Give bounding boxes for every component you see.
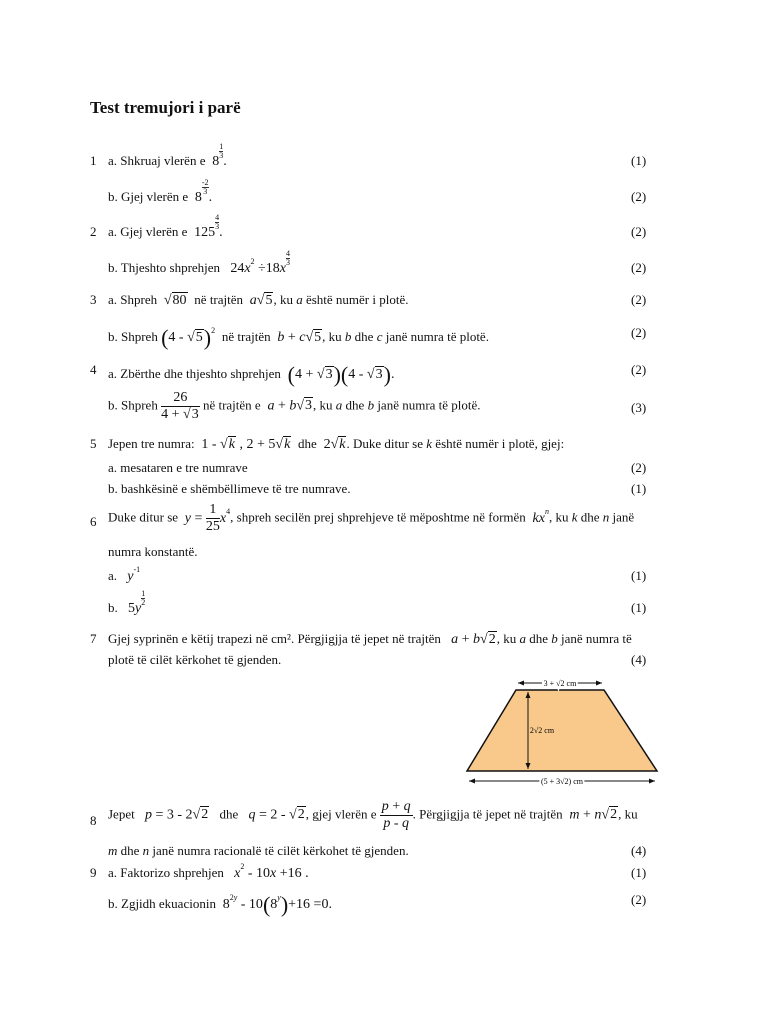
- variable: k: [571, 509, 578, 525]
- question-number: 4: [90, 362, 97, 377]
- question-text: është numër i plotë, gjej:: [435, 436, 565, 451]
- question-number: 5: [90, 436, 97, 451]
- math-expression: a + b√2: [451, 632, 496, 647]
- marks: (1): [631, 481, 647, 496]
- question-text: , ku: [273, 292, 293, 307]
- arrowhead-icon: [518, 681, 524, 686]
- math-expression: p = 3 - 2√2: [144, 807, 209, 823]
- math-expression: 125 $\frac{4}{3}$.: [190, 213, 223, 240]
- question-number: 7: [90, 631, 97, 646]
- question-text: janë: [612, 509, 635, 525]
- marks: (2): [631, 460, 647, 475]
- height-label: 2√2 cm: [529, 726, 555, 735]
- question-text: plotë të cilët kërkohet të gjenden.: [108, 652, 282, 667]
- question-text: , ku: [618, 806, 638, 822]
- question-text: a. Shpreh: [108, 292, 158, 307]
- question-number: 9: [90, 865, 97, 880]
- question-text: Duke ditur se: [108, 509, 179, 525]
- marks: (2): [631, 892, 647, 907]
- question-text: b. Gjej vlerën e: [108, 189, 189, 204]
- arrowhead-icon: [469, 779, 475, 784]
- question-text: a. mesataren e tre numrave: [108, 460, 248, 475]
- page-title: Test tremujori i parë: [90, 98, 241, 117]
- question-text: dhe: [580, 509, 600, 525]
- math-expression: $kx^n$: [532, 506, 549, 526]
- marks: (3): [631, 400, 647, 415]
- math-expression: (4 - √5)$^2$: [161, 325, 216, 350]
- question-text: , shpreh secilën prej shprehjeve të mëposhtme në formën: [230, 509, 526, 525]
- marks: (4): [631, 652, 647, 667]
- question-text: dhe: [345, 397, 365, 413]
- math-expression: $8^{2y} - 10(8^y)+16 =0$.: [219, 892, 332, 917]
- math-expression: b + c√5: [277, 330, 322, 346]
- marks: (2): [631, 362, 647, 377]
- question-text: b.: [108, 600, 118, 615]
- variable: b: [551, 631, 558, 646]
- arrowhead-icon: [649, 779, 655, 784]
- question-text: dhe: [120, 843, 140, 858]
- question-text: është numër i plotë.: [305, 292, 409, 307]
- math-expression: √80: [160, 293, 187, 308]
- variable: a: [296, 292, 303, 307]
- marks: (1): [631, 153, 647, 168]
- question-text: a.: [108, 568, 118, 583]
- variable: m: [108, 843, 118, 858]
- question-number: 3: [90, 292, 97, 307]
- math-expression: (4 + √3)(4 - √3).: [287, 362, 395, 387]
- trapezium-shape: [467, 690, 657, 771]
- question-text: , ku: [496, 631, 517, 646]
- question-text: Jepen tre numra:: [108, 436, 195, 451]
- math-fraction: $\frac{26}{4 + √3}$: [161, 390, 199, 422]
- question-text: janë numra të plotë.: [377, 397, 481, 413]
- variable: k: [426, 436, 433, 451]
- marks: (1): [631, 865, 647, 880]
- math-expression: $24x^2 \div 18x$ $\frac{4}{3}$: [223, 249, 290, 276]
- question-number: 1: [90, 153, 97, 168]
- question-text: janë numra të: [561, 631, 632, 646]
- question-text: , gjej vlerën e: [305, 806, 377, 822]
- question-text: b. Thjeshto shprehjen: [108, 260, 221, 275]
- marks: (2): [631, 189, 647, 204]
- bottom-dimension-label: (5 + 3√2) cm: [540, 777, 584, 786]
- question-text: a. Zbërthe dhe thjeshto shprehjen: [108, 366, 281, 382]
- question-text: dhe: [219, 806, 239, 822]
- variable: a: [519, 631, 526, 646]
- question-text: dhe: [298, 436, 317, 451]
- math-expression: $x^2 - 10x +16$ .: [234, 862, 309, 881]
- marks: (2): [631, 224, 647, 239]
- question-text: b. Zgjidh ekuacionin: [108, 896, 216, 912]
- question-number: 6: [90, 514, 97, 529]
- question-text: Jepet: [108, 806, 135, 822]
- math-expression: m + n√2: [569, 807, 618, 823]
- question-text: , ku: [322, 329, 342, 345]
- question-text: Gjej syprinën e këtij trapezi në cm². Përgjigjja të jepet në trajtën: [108, 631, 441, 646]
- variable: n: [142, 843, 150, 858]
- question-text: a. Gjej vlerën e: [108, 224, 188, 239]
- question-number: 2: [90, 224, 97, 239]
- math-expression: 5y $\frac{1}{2}$: [121, 589, 146, 616]
- marks: (2): [631, 325, 647, 340]
- question-text: në trajtën: [221, 329, 271, 345]
- variable: c: [376, 329, 383, 345]
- top-dimension-label: 3 + √2 cm: [543, 679, 577, 688]
- question-text: , ku: [313, 397, 333, 413]
- math-expression: q = 2 - √2: [248, 807, 305, 823]
- variable: a: [335, 397, 343, 413]
- variable: n: [602, 509, 610, 525]
- question-text: . Përgjigjja të jepet në trajtën: [412, 806, 563, 822]
- math-expression: 8 $\frac{1}{3}$.: [208, 142, 227, 169]
- question-text: dhe: [354, 329, 374, 345]
- marks: (2): [631, 260, 647, 275]
- math-expression: 2√k: [320, 437, 346, 452]
- question-text: b. Shpreh: [108, 329, 158, 345]
- math-expression: $y^{-1}$: [127, 565, 141, 584]
- variable: b: [344, 329, 352, 345]
- question-text: . Duke ditur se: [346, 436, 424, 451]
- question-text: dhe: [529, 631, 548, 646]
- question-text: janë numra të plotë.: [385, 329, 489, 345]
- question-text: janë numra racionalë të cilët kërkohet të gjenden.: [152, 843, 409, 858]
- math-expression: 1 - √k , 2 + 5√k: [197, 437, 291, 452]
- math-expression: a + b√3: [267, 398, 313, 414]
- math-fraction: $\frac{p + q}{p - q}$: [381, 799, 411, 831]
- question-text: numra konstantë.: [108, 544, 198, 559]
- question-text: në trajtën: [194, 292, 244, 307]
- math-expression: y = $\frac{1}{25}$ $x^4$: [184, 502, 231, 534]
- question-text: në trajtën e: [202, 397, 261, 413]
- arrowhead-icon: [596, 681, 602, 686]
- question-text: a. Faktorizo shprehjen: [108, 865, 224, 880]
- marks: (1): [631, 568, 647, 583]
- question-number: 8: [90, 813, 97, 828]
- question-text: b. bashkësinë e shëmbëllimeve të tre numrave.: [108, 481, 351, 496]
- variable: b: [367, 397, 375, 413]
- trapezium-diagram: [460, 674, 665, 794]
- question-text: , ku: [548, 509, 569, 525]
- marks: (2): [631, 292, 647, 307]
- math-expression: a√5: [249, 293, 273, 308]
- math-expression: 8 $\frac{-2}{3}$.: [191, 178, 213, 205]
- question-text: b. Shpreh: [108, 397, 158, 413]
- marks: (1): [631, 600, 647, 615]
- question-text: a. Shkruaj vlerën e: [108, 153, 206, 168]
- marks: (4): [631, 843, 647, 858]
